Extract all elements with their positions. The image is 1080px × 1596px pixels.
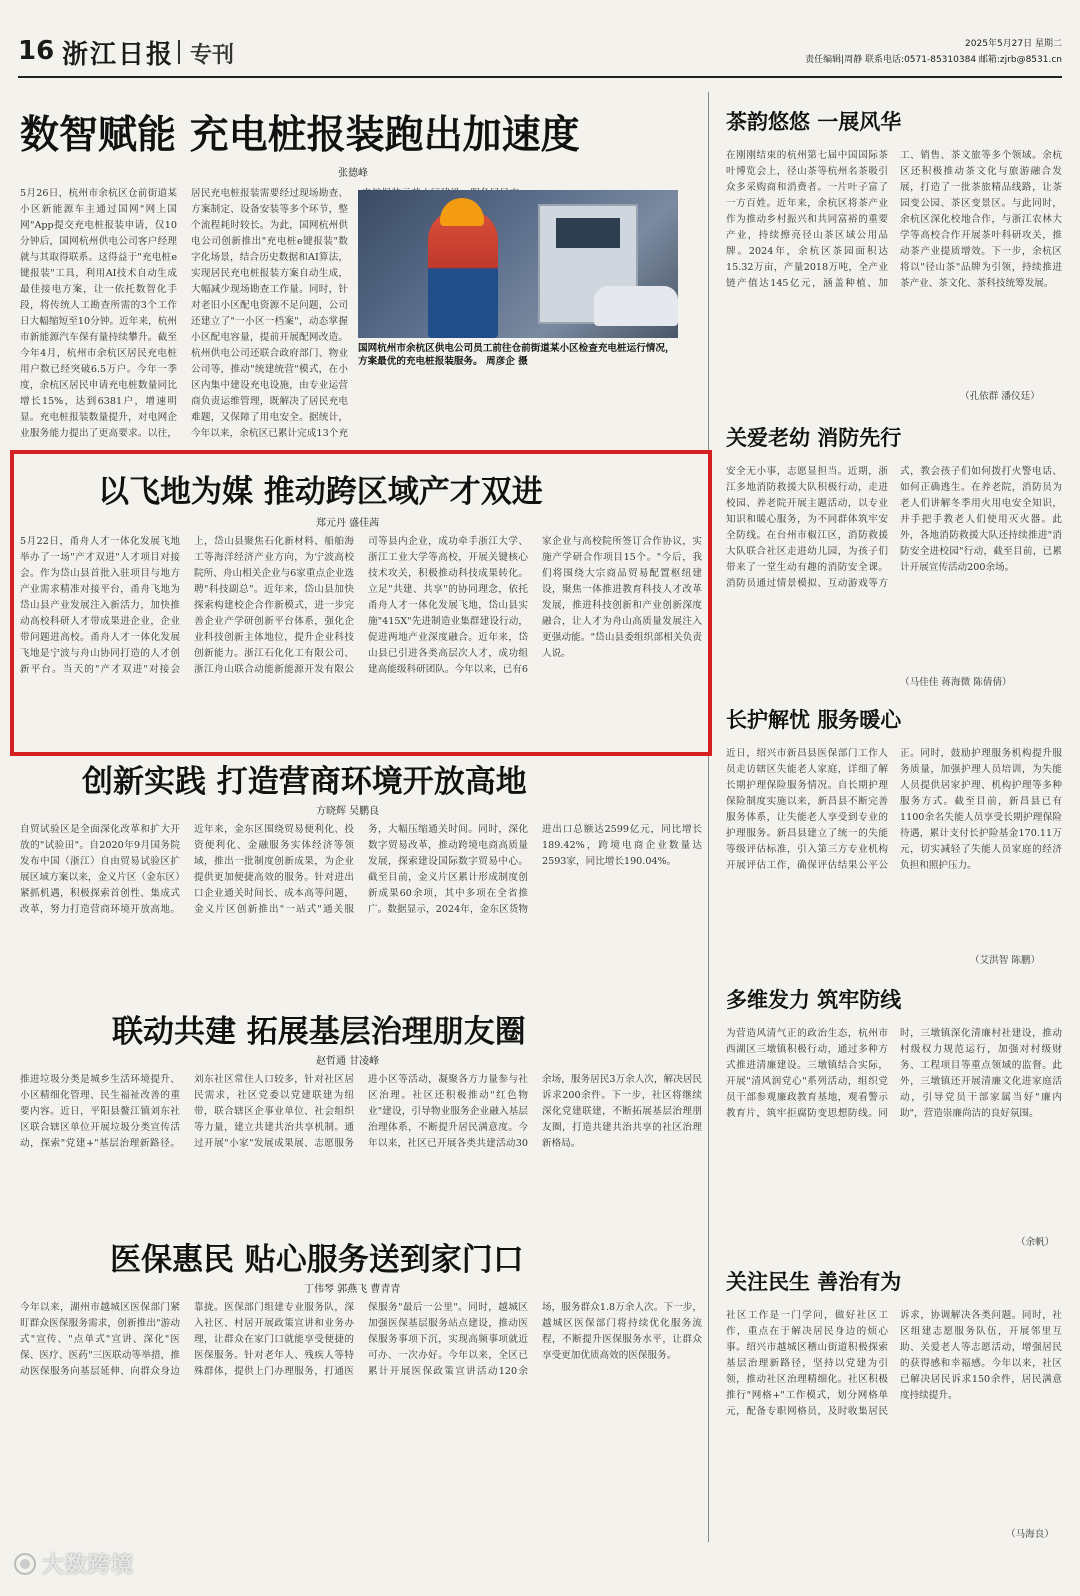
helmet-shape <box>440 198 484 226</box>
main-headline: 数智赋能 充电桩报装跑出加速度 <box>20 113 580 158</box>
story-five-body: 今年以来，湖州市越城区医保部门紧盯群众医保服务需求，创新推出"游动式"宣传、"点单式"宣讲、深化"医保、医疗、医药"三医联动等举措，推动医保服务向基层延伸、向群众身边靠拢。医保部门组建专业服务队，深入社区、村居开展政策宣讲和业务办理，让群众在家门口就能享受便捷的医保服务。针对老年人、残疾人等特殊群体，提供上门办理服务，打通医保服务"最后一公里"。同时，越城区加强医保基层服务站点建设，推动医保服务事项下沉，实现高频事项就近可办、一次办好。今年以来，全区已累计开展医保政策宣讲活动120余场，服务群众1.8万余人次。下一步，越城区医保部门将持续优化服务流程，不断提升医保服务水平，让群众享受更加优质高效的医保服务。 <box>20 1302 702 1377</box>
right-headline-3: 长护解忧 服务暖心 <box>726 708 902 732</box>
right-signature-4: （余帆） <box>1016 1237 1055 1248</box>
right-body-5: 社区工作是一门学问，做好社区工作，重点在于解决居民身边的烦心事。绍兴市越城区稽山街道积极探索基层治理新路径，坚持以党建为引领，推动社区治理精细化。社区积极推行"网格+"工作模式，划分网格单元，配备专职网格员，及时收集居民诉求，协调解决各类问题。同时，社区组建志愿服务队伍，开展邻里互助、关爱老人等志愿活动，增强居民的获得感和幸福感。今年以来，社区已解决居民诉求150余件，居民满意度持续提升。 <box>726 1310 1062 1417</box>
main-body: 5月26日，杭州市余杭区仓前街道某小区新能源车主通过国网"网上国网"App提交充电桩报装申请，仅10分钟后，国网杭州供电公司客户经理就与其取得联系。这得益于"充电桩e键报装"工具，利用AI技术自动生成最佳接电方案，让一依托数智化手段，将传统人工勘查所需的3个工作日大幅缩短至10分钟。近年来，杭州市新能源汽车保有量持续攀升。截至今年4月，杭州市余杭区居民充电桩用户数已经突破6.5万户。今年一季度，余杭区居民申请充电桩数量同比增长15%，达到6381户，增速明显。充电桩报装数量提升，对电网企业服务能力提出了更高要求。以往，居民充电桩报装需要经过现场勘查、方案制定、设备安装等多个环节，整个流程耗时较长。为此，国网杭州供电公司创新推出"充电桩e键报装"数字化场景，结合历史数据和AI算法，实现居民充电桩报装方案自动生成，大幅减少现场勘查工作量。同时，针对老旧小区配电资源不足问题，公司还建立了"一小区一档案"，动态掌握小区配电容量，提前开展配网改造。杭州供电公司还联合政府部门、物业公司等，推动"统建统营"模式，在小区内集中建设充电设施，由专业运营商负责运维管理，既解决了居民充电难题，又保障了用电安全。据统计，今年以来，余杭区已累计完成13个充 <box>20 188 348 439</box>
right-body-3: 近日，绍兴市新昌县医保部门工作人员走访辖区失能老人家庭，详细了解长期护理保险服务情况。自长期护理保险制度实施以来，新昌县不断完善服务体系，让失能老人享受到专业的护理服务。新昌县建立了统一的失能等级评估标准，引入第三方专业机构开展评估工作，确保评估结果公平公正。同时，鼓励护理服务机构提升服务质量，加强护理人员培训，为失能人员提供居家护理、机构护理等多种服务方式。截至目前，新昌县已有1100余名失能人员享受长期护理保险待遇，累计支付长护险基金170.11万元，切实减轻了失能人员家庭的经济负担和照护压力。 <box>726 748 1062 871</box>
news-photo <box>358 190 678 338</box>
story-three-headline: 创新实践 打造营商环境开放高地 <box>82 764 527 800</box>
charger-screen-shape <box>556 218 620 248</box>
story-four-body: 推进垃圾分类是城乡生活环境提升、小区精细化管理、民生福祉改善的重要内容。近日，平阳县鳌江镇刘东社区联合辖区单位开展垃圾分类宣传活动，探索"党建+"基层治理新路径。刘东社区常住人口较多，针对社区居民需求，社区党委以党建联建为纽带，联合辖区企事业单位、社会组织等力量，建立共建共治共享机制。通过开展"小家"发展成果展、志愿服务进小区等活动，凝聚各方力量参与社区治理。社区还积极推动"红色物业"建设，引导物业服务企业融入基层治理体系，不断提升居民满意度。今年以来，社区已开展各类共建活动30余场，服务居民3万余人次，解决居民诉求200余件。下一步，社区将继续深化党建联建，不断拓展基层治理朋友圈，打造共建共治共享的社区治理新格局。 <box>20 1074 702 1149</box>
right-signature-3: （艾洪智 陈鹏） <box>970 955 1041 966</box>
featured-body: 5月22日，甬舟人才一体化发展飞地举办了一场"产才双进"人才项目对接会。作为岱山县首批入驻项目与地方产业需求精准对接平台，甬舟飞地为岱山县产业发展注入新活力，加快推动高校科研人才带成果进企业，企业带问题进高校。甬舟人才一体化发展飞地是宁波与舟山协同打造的人才创新平台。当天的"产才双进"对接会上，岱山县聚焦石化新材料、船舶海工等海洋经济产业方向，为宁波高校院所、舟山相关企业与6家重点企业选聘"科技副总"。近年来，岱山县加快探索构建校企合作新模式，进一步完善企业产学研创新平台体系，强化企业科技创新主体地位，提升企业科技创新能力。浙江石化化工有限公司、浙江舟山联合动能新能源开发有限公司等县内企业，成功牵手浙江大学、浙江工业大学等高校，开展关键核心技术攻关，积极推动科技成果转化。立足"共建、共享"的协同理念，依托甬舟人才一体化发展飞地，岱山县实施"415X"先进制造业集群建设行动，促进两地产业深度融合。近年来，岱山县已引进各类高层次人才，成功组建高能级科研团队。今年以来，已有6家企业与高校院所签订合作协议，实施产学研合作项目15个。"今后，我们将围绕大宗商品贸易配置枢纽建设，聚焦一体推进教育科技人才改革发展，推进科技创新和产业创新深度融合，让人才为舟山高质量发展注入更强动能。"岱山县委组织部相关负责人说。 <box>20 536 702 675</box>
right-signature-1: （孔依群 潘仪廷） <box>960 391 1040 402</box>
car-shape <box>594 286 678 326</box>
right-body-1: 在刚刚结束的杭州第七届中国国际茶叶博览会上，径山茶等杭州名茶吸引众多采购商和消费者。一片叶子富了一方百姓。近年来，余杭区将茶产业作为推动乡村振兴和共同富裕的重要产业，持续擦亮径山茶区域公用品牌。2024年，余杭区茶园面积达15.32万亩，产量2018万吨，全产业链产值达145亿元，涵盖种植、加工、销售、茶文旅等多个领域。余杭区还积极推动茶文化与旅游融合发展，打造了一批茶旅精品线路，让茶园变公园、茶区变景区。与此同时，余杭区深化校地合作，与浙江农林大学等高校合作开展茶叶科研攻关，推动茶产业提质增效。下一步，余杭区将以"径山茶"品牌为引领，持续推进茶产业、茶文化、茶科技统筹发展。 <box>726 150 1062 289</box>
story-four-byline: 赵哲通 甘凌峰 <box>316 1056 380 1067</box>
right-headline-2: 关爱老幼 消防先行 <box>726 426 902 450</box>
right-body-2: 安全无小事，志愿显担当。近期，浙江多地消防救援大队积极行动，走进校园、养老院开展主题活动，以专业知识和暖心服务，为不同群体筑牢安全防线。在台州市椒江区，消防救援大队联合社区走进幼儿园，为孩子们带来了一堂生动有趣的消防安全课。消防员通过情景模拟、互动游戏等方式，教会孩子们如何拨打火警电话、如何正确逃生。在养老院，消防员为老人们讲解冬季用火用电安全知识，并手把手教老人们使用灭火器。此外，各地消防救援大队还持续推进"消防安全进校园"行动，截至目前，已累计开展宣传活动200余场。 <box>726 466 1062 589</box>
story-three-body: 自贸试验区是全面深化改革和扩大开放的"试验田"。自2020年9月国务院发布中国（浙江）自由贸易试验区扩展区域方案以来，金义片区（金东区）紧抓机遇，积极探索首创性、集成式改革，努力打造营商环境开放高地。近年来，金东区围绕贸易便利化、投资便利化、金融服务实体经济等领域，推出一批制度创新成果，为企业提供更加便捷高效的服务。针对进出口企业通关时间长、成本高等问题，金义片区创新推出"一站式"通关服务，大幅压缩通关时间。同时，深化数字贸易改革，推动跨境电商高质量发展，探索建设国际数字贸易中心。截至目前，金义片区累计形成制度创新成果60余项，其中多项在全省推广。数据显示，2024年，金东区货物进出口总额达2599亿元，同比增长189.42%，跨境电商企业数量达2593家，同比增长190.04%。 <box>20 824 702 915</box>
story-five-byline: 丁伟琴 郭燕飞 曹青青 <box>304 1284 401 1295</box>
paper-name: 浙江日报 <box>62 40 175 70</box>
column-divider <box>708 92 709 1542</box>
featured-headline: 以飞地为媒 推动跨区域产才双进 <box>98 474 543 510</box>
worker-shape <box>428 210 498 338</box>
section-label: 专刊 <box>190 43 235 68</box>
featured-byline: 郑元丹 盛佳茜 <box>316 518 380 529</box>
watermark-text: 大数跨境 <box>42 1553 135 1578</box>
watermark <box>14 1548 134 1579</box>
right-headline-5: 关注民生 善治有为 <box>726 1270 902 1294</box>
right-body-4: 为营造风清气正的政治生态，杭州市西湖区三墩镇积极行动，通过多种方式推进清廉建设。三墩镇结合实际，开展"清风润党心"系列活动，组织党员干部参观廉政教育基地，观看警示教育片，筑牢拒腐防变思想防线。同时，三墩镇深化清廉村社建设，推动村级权力规范运行，加强对村级财务、工程项目等重点领域的监督。此外，三墩镇还开展清廉文化进家庭活动，引导党员干部家属当好"廉内助"，营造崇廉尚洁的良好氛围。 <box>726 1028 1062 1119</box>
story-three-byline: 方晓辉 吴鹏良 <box>316 806 380 817</box>
right-signature-2: （马佳佳 蒋海微 陈倩倩） <box>900 677 1012 688</box>
right-headline-1: 茶韵悠悠 一展风华 <box>726 110 902 134</box>
masthead <box>18 32 1062 78</box>
photo-caption: 国网杭州市余杭区供电公司员工前往仓前街道某小区检查充电桩运行情况，方案最优的充电桩报装服务。 周彦企 摄 <box>358 343 675 367</box>
editor-line: 责任编辑|周静 联系电话:0571-85310384 邮箱:zjrb@8531.cn <box>805 55 1062 65</box>
issue-date: 2025年5月27日 星期二 <box>965 39 1062 49</box>
story-five-headline: 医保惠民 贴心服务送到家门口 <box>110 1242 524 1278</box>
story-four-headline: 联动共建 拓展基层治理朋友圈 <box>112 1014 526 1050</box>
right-signature-5: （马海良） <box>1006 1529 1054 1540</box>
masthead-divider <box>178 40 180 64</box>
main-byline: 张德峰 <box>338 168 368 179</box>
circle-logo-icon <box>14 1553 36 1575</box>
page-number: 16 <box>18 36 55 66</box>
right-headline-4: 多维发力 筑牢防线 <box>726 988 902 1012</box>
